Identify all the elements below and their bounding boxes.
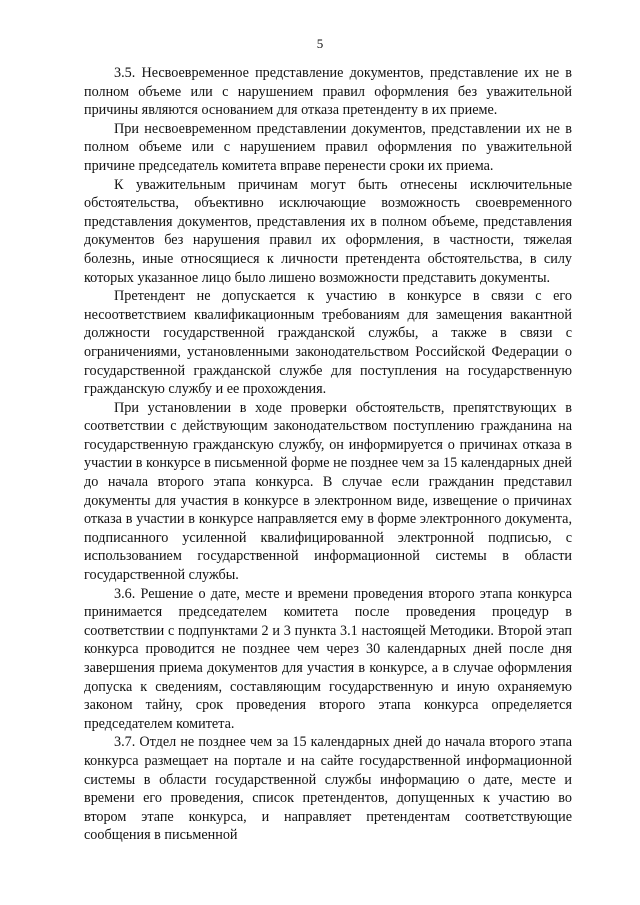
paragraph-valid-reasons: К уважительным причинам могут быть отнесены исключительные обстоятельства, объективно исключающие возможность своевременного представления документов, представления их в полном объеме, представления документов без нарушения правил их оформления, в частности, тяжелая болезнь, иные относящиеся к личности претендента обстоятельства, в силу которых указанное лицо было лишено возможности представить документы.: [84, 176, 572, 286]
paragraph-non-admission: Претендент не допускается к участию в конкурсе в связи с его несоответствием квалификационным требованиям для замещения вакантной должности государственной гражданской службы, а также в связи с ограничениями, установленными законодательством Российской Федерации о государственной гражданской службе для поступления на государственную гражданскую службу и ее прохождения.: [84, 288, 572, 398]
paragraph-late-submission: При несвоевременном представлении документов, представлении их не в полном объеме или с нарушением правил оформления по уважительной причине председатель комитета вправе перенести сроки их приема.: [84, 120, 572, 174]
paragraph-3-6: 3.6. Решение о дате, месте и времени проведения второго этапа конкурса принимается председателем комитета после проведения процедур в соответствии с подпунктами 2 и 3 пункта 3.1 настоящей Методики. Второй этап конкурса проводится не позднее чем через 30 календарных дней после дня завершения приема документов для участия в конкурсе, а в случае оформления допуска к сведениям, составляющим государственную и иную охраняемую законом тайну, срок проведения второго этапа конкурса определяется председателем комитета.: [84, 585, 572, 732]
page-number: 5: [316, 36, 324, 51]
paragraph-3-5: 3.5. Несвоевременное представление документов, представление их не в полном объеме или с нарушением правил оформления без уважительной причины являются основанием для отказа претенденту в их приеме.: [84, 65, 572, 119]
document-body: [84, 64, 572, 845]
paragraph-3-7: 3.7. Отдел не позднее чем за 15 календарных дней до начала второго этапа конкурса размещает на портале и на сайте государственной информационной системы в области государственной службы информацию о дате, месте и времени его проведения, список претендентов, допущенных к участию во втором этапе конкурса, и направляет претендентам соответствующие сообщения в письменной: [84, 734, 572, 844]
paragraph-refusal-notice: При установлении в ходе проверки обстоятельств, препятствующих в соответствии с действующим законодательством поступлению гражданина на государственную гражданскую службу, он информируется о причинах отказа в участии в конкурсе в письменной форме не позднее чем за 15 календарных дней до начала второго этапа конкурса. В случае если гражданин представил документы для участия в конкурсе в электронном виде, извещение о причинах отказа в участии в конкурсе направляется ему в форме электронного документа, подписанного усиленной квалифицированной электронной подписью, с использованием государственной информационной системы в области государственной службы.: [84, 399, 572, 584]
